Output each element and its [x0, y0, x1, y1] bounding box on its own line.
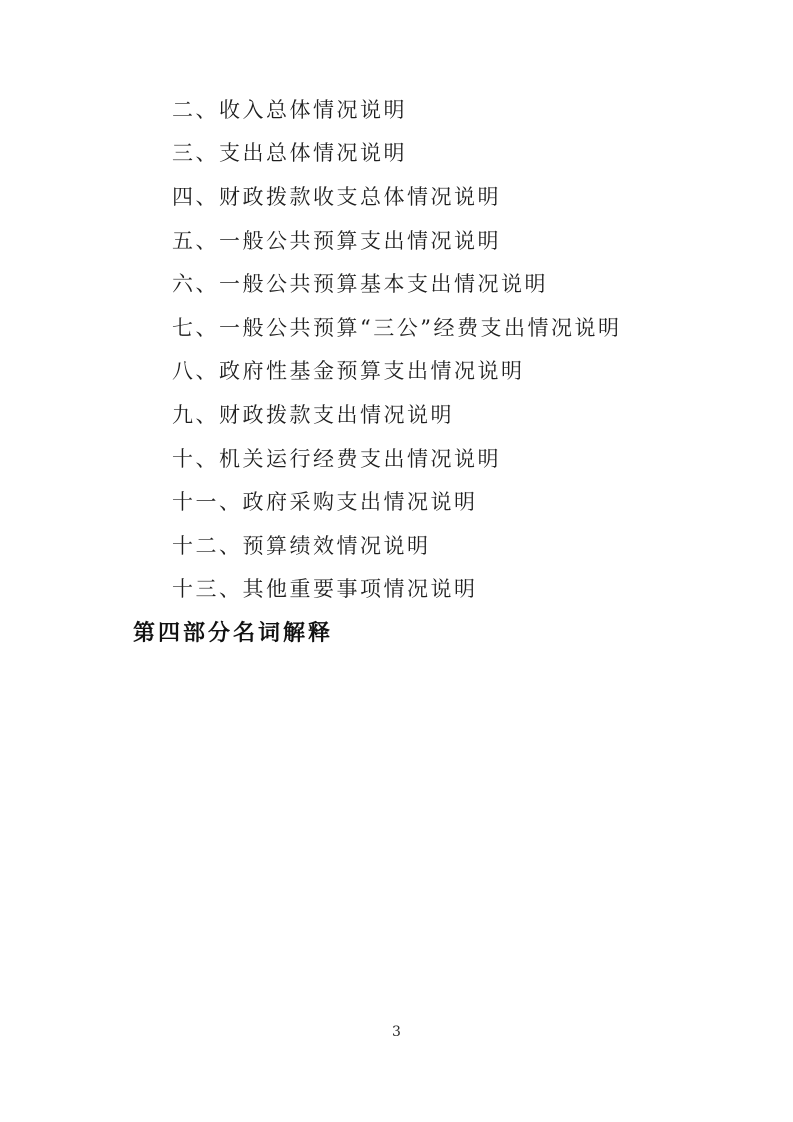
- toc-item: 三、支出总体情况说明: [172, 141, 407, 166]
- toc-item: 十二、预算绩效情况说明: [172, 533, 431, 558]
- toc-item: 九、财政拨款支出情况说明: [172, 402, 454, 427]
- page-number: 3: [392, 1024, 401, 1040]
- toc-item: 十三、其他重要事项情况说明: [172, 577, 478, 602]
- toc-item: 八、政府性基金预算支出情况说明: [172, 359, 525, 384]
- toc-item: 十一、政府采购支出情况说明: [172, 490, 478, 515]
- toc-item: 五、一般公共预算支出情况说明: [172, 228, 501, 253]
- section-heading-part-four: 第四部分名词解释: [133, 620, 334, 646]
- table-of-contents: [172, 87, 763, 610]
- toc-item: 六、一般公共预算基本支出情况说明: [172, 272, 548, 297]
- toc-item: 四、财政拨款收支总体情况说明: [172, 184, 501, 209]
- toc-item: 二、收入总体情况说明: [172, 97, 407, 122]
- toc-item: 七、一般公共预算“三公”经费支出情况说明: [172, 315, 622, 340]
- page-footer: [0, 1021, 793, 1040]
- toc-item: 十、机关运行经费支出情况说明: [172, 446, 501, 471]
